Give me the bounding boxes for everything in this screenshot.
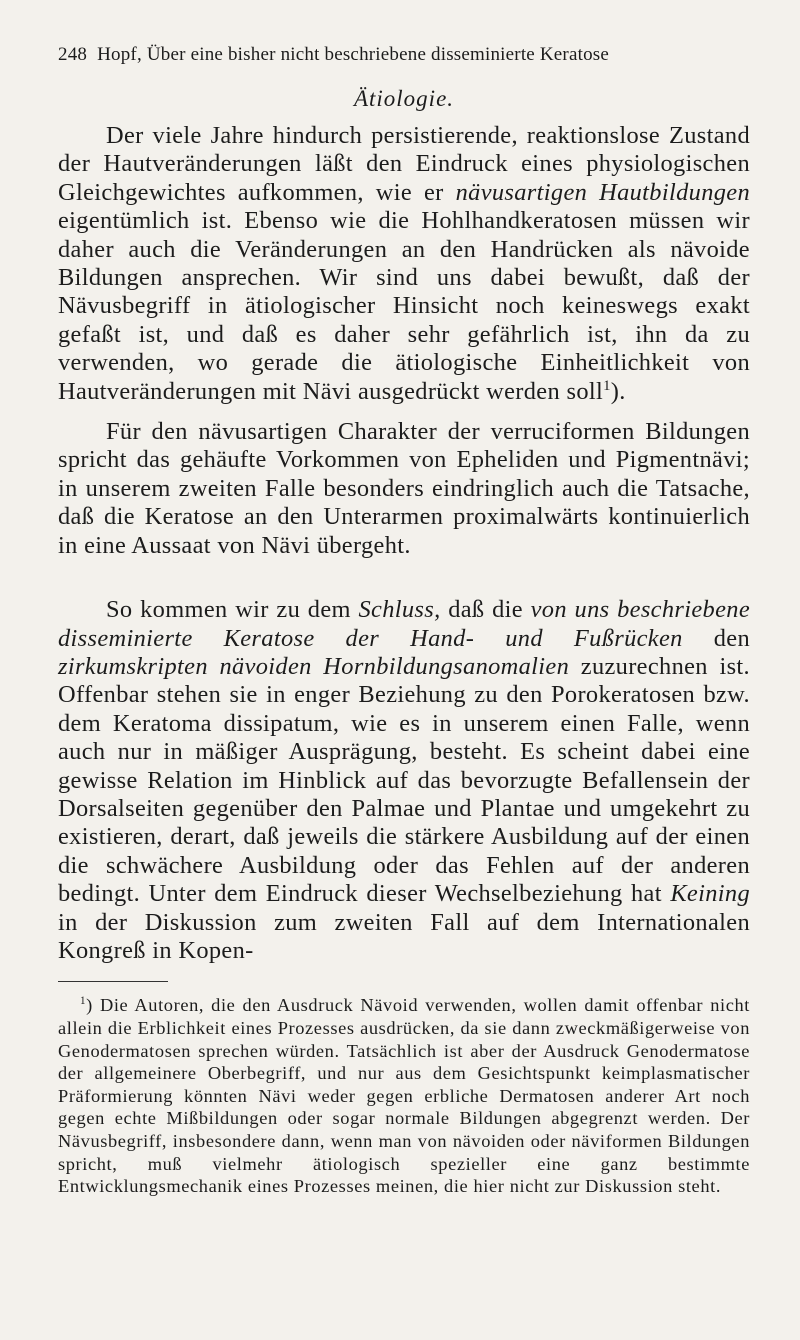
book-page [58, 40, 750, 1198]
paragraph-1 [58, 122, 750, 406]
paragraph-3-emphasis-1: Schluss, [358, 596, 441, 624]
paragraph-3-emphasis-2: von uns beschriebene disseminierte Keratose der Hand- und Fußrücken [58, 596, 750, 652]
paragraph-1-text-b: eigentümlich ist. Ebenso wie die Hohlhandkeratosen müssen wir daher auch die Veränderungen an den Handrücken als nävoide Bildungen ansprechen. Wir sind uns dabei bewußt, daß der Nävusbegriff in ätiologischer Hinsicht noch keineswegs exakt gefaßt ist, und daß es daher sehr gefährlich ist, ihn da zu verwenden, wo gerade die ätiologische Einheitlichkeit von Hautveränderungen mit Nävi ausgedrückt werden soll [58, 207, 750, 405]
paragraph-3-text-a: So kommen wir zu dem [106, 596, 359, 624]
paragraph-3 [58, 596, 750, 965]
paragraph-3-text-e: in der Diskussion zum zweiten Fall auf dem Internationalen Kongreß in Kopen- [58, 908, 750, 964]
paragraph-3-text-c: den [682, 624, 750, 652]
section-title: Ätiologie. [353, 86, 455, 111]
body-text [58, 122, 750, 965]
footnote [58, 994, 750, 1197]
paragraph-1-text-a: Der viele Jahre hindurch persistierende, reaktionslose Zustand der Hautveränderungen läßt den Eindruck eines physiologischen Gleichgewichtes aufkommen, wie er [58, 122, 750, 206]
page-number: 248 [58, 44, 88, 65]
footnote-paragraph [58, 994, 750, 1197]
paragraph-1-emphasis: nävusartigen Hautbildungen [455, 178, 751, 206]
running-header [58, 44, 750, 66]
paragraph-3-emphasis-3: zirkumskripten nävoiden Hornbildungsanomalien [58, 652, 570, 680]
footnote-text: Die Autoren, die den Ausdruck Nävoid verwenden, wollen damit offenbar nicht allein die Erblichkeit eines Prozesses ausdrücken, da sie dann zweckmäßigerweise von Genodermatosen sprechen würden. Tatsächlich ist aber der Ausdruck Genodermatose der allgemeinere Oberbegriff, und nur aus dem Gesichtspunkt keimplasmatischer Präformierung könnten Nävi weder gegen erbliche Dermatosen anderer Art noch gegen echte Mißbildungen oder sogar normale Bildungen abgegrenzt werden. Der Nävusbegriff, insbesondere dann, wenn man von nävoiden oder näviformen Bildungen spricht, muß vielmehr ätiologisch spezieller eine ganz bestimmte Entwicklungsmechanik eines Prozesses meinen, die hier nicht zur Diskussion steht. [58, 995, 750, 1197]
paragraph-3-text-b: daß die [440, 596, 531, 624]
paragraph-1-text-c: ). [610, 377, 626, 405]
footnote-marker: 1 [80, 995, 87, 1008]
paragraph-3-text-d: zuzurechnen ist. Offenbar stehen sie in enger Beziehung zu den Porokeratosen bzw. dem Keratoma dissipatum, wie es in unserem einen Falle, wenn auch nur in mäßiger Ausprägung, besteht. Es scheint dabei eine gewisse Relation im Hinblick auf das bevorzugte Befallensein der Dorsalseiten gegenüber den Palmae und Plantae und umgekehrt zu existieren, derart, daß jeweils die stärkere Ausbildung auf der einen die schwächere Ausbildung oder das Fehlen auf der anderen bedingt. Unter dem Eindruck dieser Wechselbeziehung hat [58, 652, 751, 908]
footnote-marker-paren: ) [86, 995, 93, 1016]
paragraph-3-emphasis-4: Keining [670, 880, 750, 908]
footnote-ref: 1 [603, 377, 611, 394]
running-title: Hopf, Über eine bisher nicht beschriebene disseminierte Keratose [97, 44, 610, 65]
paragraph-2: Für den nävusartigen Charakter der verruciformen Bildungen spricht das gehäufte Vorkommen von Epheliden und Pigmentnävi; in unserem zweiten Falle besonders eindringlich auch die Tatsache, daß die Keratose an den Unterarmen proximalwärts kontinuierlich in eine Aussaat von Nävi übergeht. [58, 418, 750, 559]
footnote-divider [58, 981, 168, 982]
